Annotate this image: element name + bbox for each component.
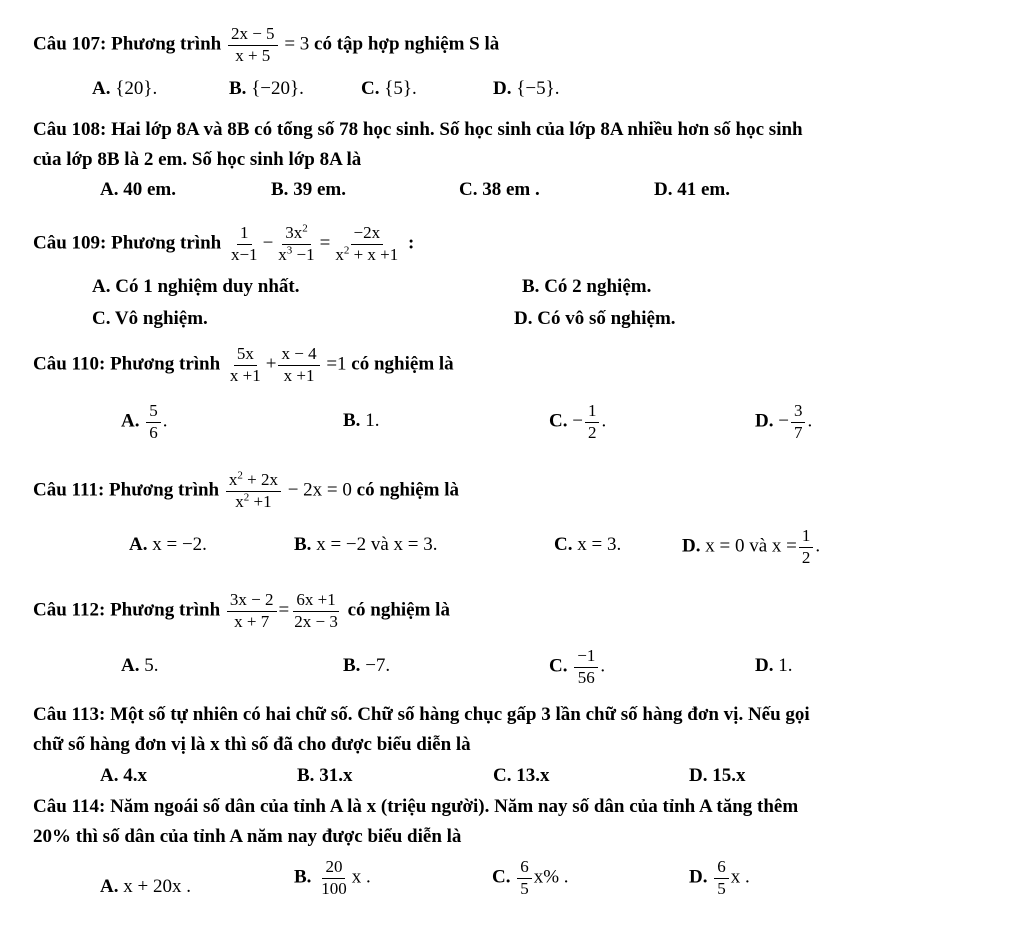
option-c[interactable]: C. $\frac{-1}{56}$ .: [549, 646, 606, 687]
question-label: Câu 110:: [33, 353, 106, 375]
question-114: [33, 792, 1008, 852]
question-stem-cont: chữ số hàng đơn vị là x thì số đã cho được biểu diễn là: [33, 734, 471, 755]
option-c[interactable]: C. 38 em .: [459, 179, 540, 200]
option-b[interactable]: B. x = −2 và x = 3.: [294, 534, 438, 555]
question-label: Câu 108:: [33, 119, 107, 140]
option-c[interactable]: C. − $\frac{1}{2}$ .: [549, 401, 607, 442]
question-stem: Phương trình: [109, 479, 220, 501]
question-stem-cont: 20% thì số dân của tỉnh A năm nay được biểu diễn là: [33, 826, 462, 847]
question-stem: Phương trình: [110, 353, 221, 375]
option-d[interactable]: D. $\frac{6}{5}$ x .: [689, 857, 750, 898]
option-a[interactable]: A. 40 em.: [100, 179, 176, 200]
question-stem: Phương trình: [111, 232, 222, 254]
question-label: Câu 114:: [33, 796, 106, 817]
option-b[interactable]: B. Có 2 nghiệm.: [522, 276, 652, 297]
question-107: Câu 107: Phương trình $\frac{2x - 5}{x + 5}$ = 3 có tập hợp nghiệm S là: [33, 24, 500, 65]
option-d[interactable]: D. Có vô số nghiệm.: [514, 308, 676, 329]
option-a[interactable]: A. x = −2.: [129, 534, 207, 555]
equation-fraction: $\frac{x - 4}{x +1}$: [278, 345, 319, 385]
question-stem: Hai lớp 8A và 8B có tổng số 78 học sinh. Số học sinh của lớp 8A nhiều hơn số học sinh: [111, 119, 803, 140]
equation-fraction: $\frac{-2x}{x^2 + x +1}$: [335, 223, 399, 264]
question-110: Câu 110: Phương trình $\frac{5x}{x +1}$ + $\frac{x - 4}{x +1}$ =1 có nghiệm là: [33, 344, 454, 385]
option-d[interactable]: D. 15.x: [689, 765, 746, 786]
option-c[interactable]: C. Vô nghiệm.: [92, 308, 208, 329]
option-a[interactable]: A. {20}.: [92, 78, 158, 99]
question-112: Câu 112: Phương trình $\frac{3x - 2}{x + 7}$ = $\frac{6x +1}{2x - 3}$ có nghiệm là: [33, 590, 450, 631]
option-a[interactable]: A. Có 1 nghiệm duy nhất.: [92, 276, 300, 297]
equation-fraction: $\frac{x^2 + 2x}{x^2 +1}$: [226, 471, 281, 511]
option-b[interactable]: B. −7.: [343, 655, 391, 676]
option-a[interactable]: A. 5.: [121, 655, 159, 676]
question-stem: Phương trình: [110, 599, 221, 621]
option-d[interactable]: D. 41 em.: [654, 179, 730, 200]
equation-fraction: $\frac{2x - 5}{x + 5}$: [228, 25, 278, 65]
question-109: Câu 109: Phương trình $\frac{1}{x-1}$ − $\frac{3x^2}{x^3 -1}$ = $\frac{-2x}{x^2 + x +1}$ :: [33, 222, 415, 264]
question-111: Câu 111: Phương trình $\frac{x^2 + 2x}{x^2 +1}$ − 2x = 0 có nghiệm là: [33, 469, 460, 511]
option-d[interactable]: D. − $\frac{3}{7}$ .: [755, 401, 813, 442]
option-c[interactable]: C. {5}.: [361, 78, 417, 99]
option-b[interactable]: B. $\frac{20}{100}$ x .: [294, 857, 371, 898]
question-stem: Phương trình: [111, 33, 222, 55]
question-label: Câu 111:: [33, 479, 105, 501]
option-a[interactable]: A. $\frac{5}{6}$ .: [121, 401, 168, 442]
option-d[interactable]: D. {−5}.: [493, 78, 560, 99]
equation-fraction: $\frac{6x +1}{2x - 3}$: [294, 590, 338, 631]
option-b[interactable]: B. 1.: [343, 410, 380, 431]
question-stem-cont: của lớp 8B là 2 em. Số học sinh lớp 8A là: [33, 149, 362, 170]
option-c[interactable]: C. x = 3.: [554, 534, 622, 555]
question-113: [33, 700, 1008, 760]
option-d[interactable]: D. 1.: [755, 655, 793, 676]
option-a[interactable]: A. x + 20x .: [100, 876, 191, 897]
question-label: Câu 112:: [33, 599, 106, 621]
question-label: Câu 109:: [33, 232, 107, 254]
equation-fraction: $\frac{5x}{x +1}$: [229, 344, 261, 385]
question-label: Câu 113:: [33, 704, 106, 725]
question-label: Câu 107:: [33, 33, 107, 55]
question-stem: Năm ngoái số dân của tỉnh A là x (triệu người). Năm nay số dân của tỉnh A tăng thêm: [110, 796, 799, 817]
option-b[interactable]: B. 39 em.: [271, 179, 346, 200]
equation-fraction: $\frac{3x - 2}{x + 7}$: [227, 591, 277, 631]
option-d[interactable]: D. x = 0 và x = $\frac{1}{2}$ .: [682, 526, 821, 567]
option-c[interactable]: C. $\frac{6}{5}$ x% .: [492, 857, 569, 898]
question-stem: Một số tự nhiên có hai chữ số. Chữ số hàng chục gấp 3 lần chữ số hàng đơn vị. Nếu gọi: [110, 704, 810, 725]
option-b[interactable]: B. 31.x: [297, 765, 353, 786]
equation-fraction: $\frac{3x^2}{x^3 -1}$: [278, 222, 315, 264]
option-b[interactable]: B. {−20}.: [229, 78, 304, 99]
equation-fraction: $\frac{1}{x-1}$: [230, 223, 258, 264]
option-c[interactable]: C. 13.x: [493, 765, 550, 786]
option-a[interactable]: A. 4.x: [100, 765, 147, 786]
question-108: [33, 115, 1008, 175]
